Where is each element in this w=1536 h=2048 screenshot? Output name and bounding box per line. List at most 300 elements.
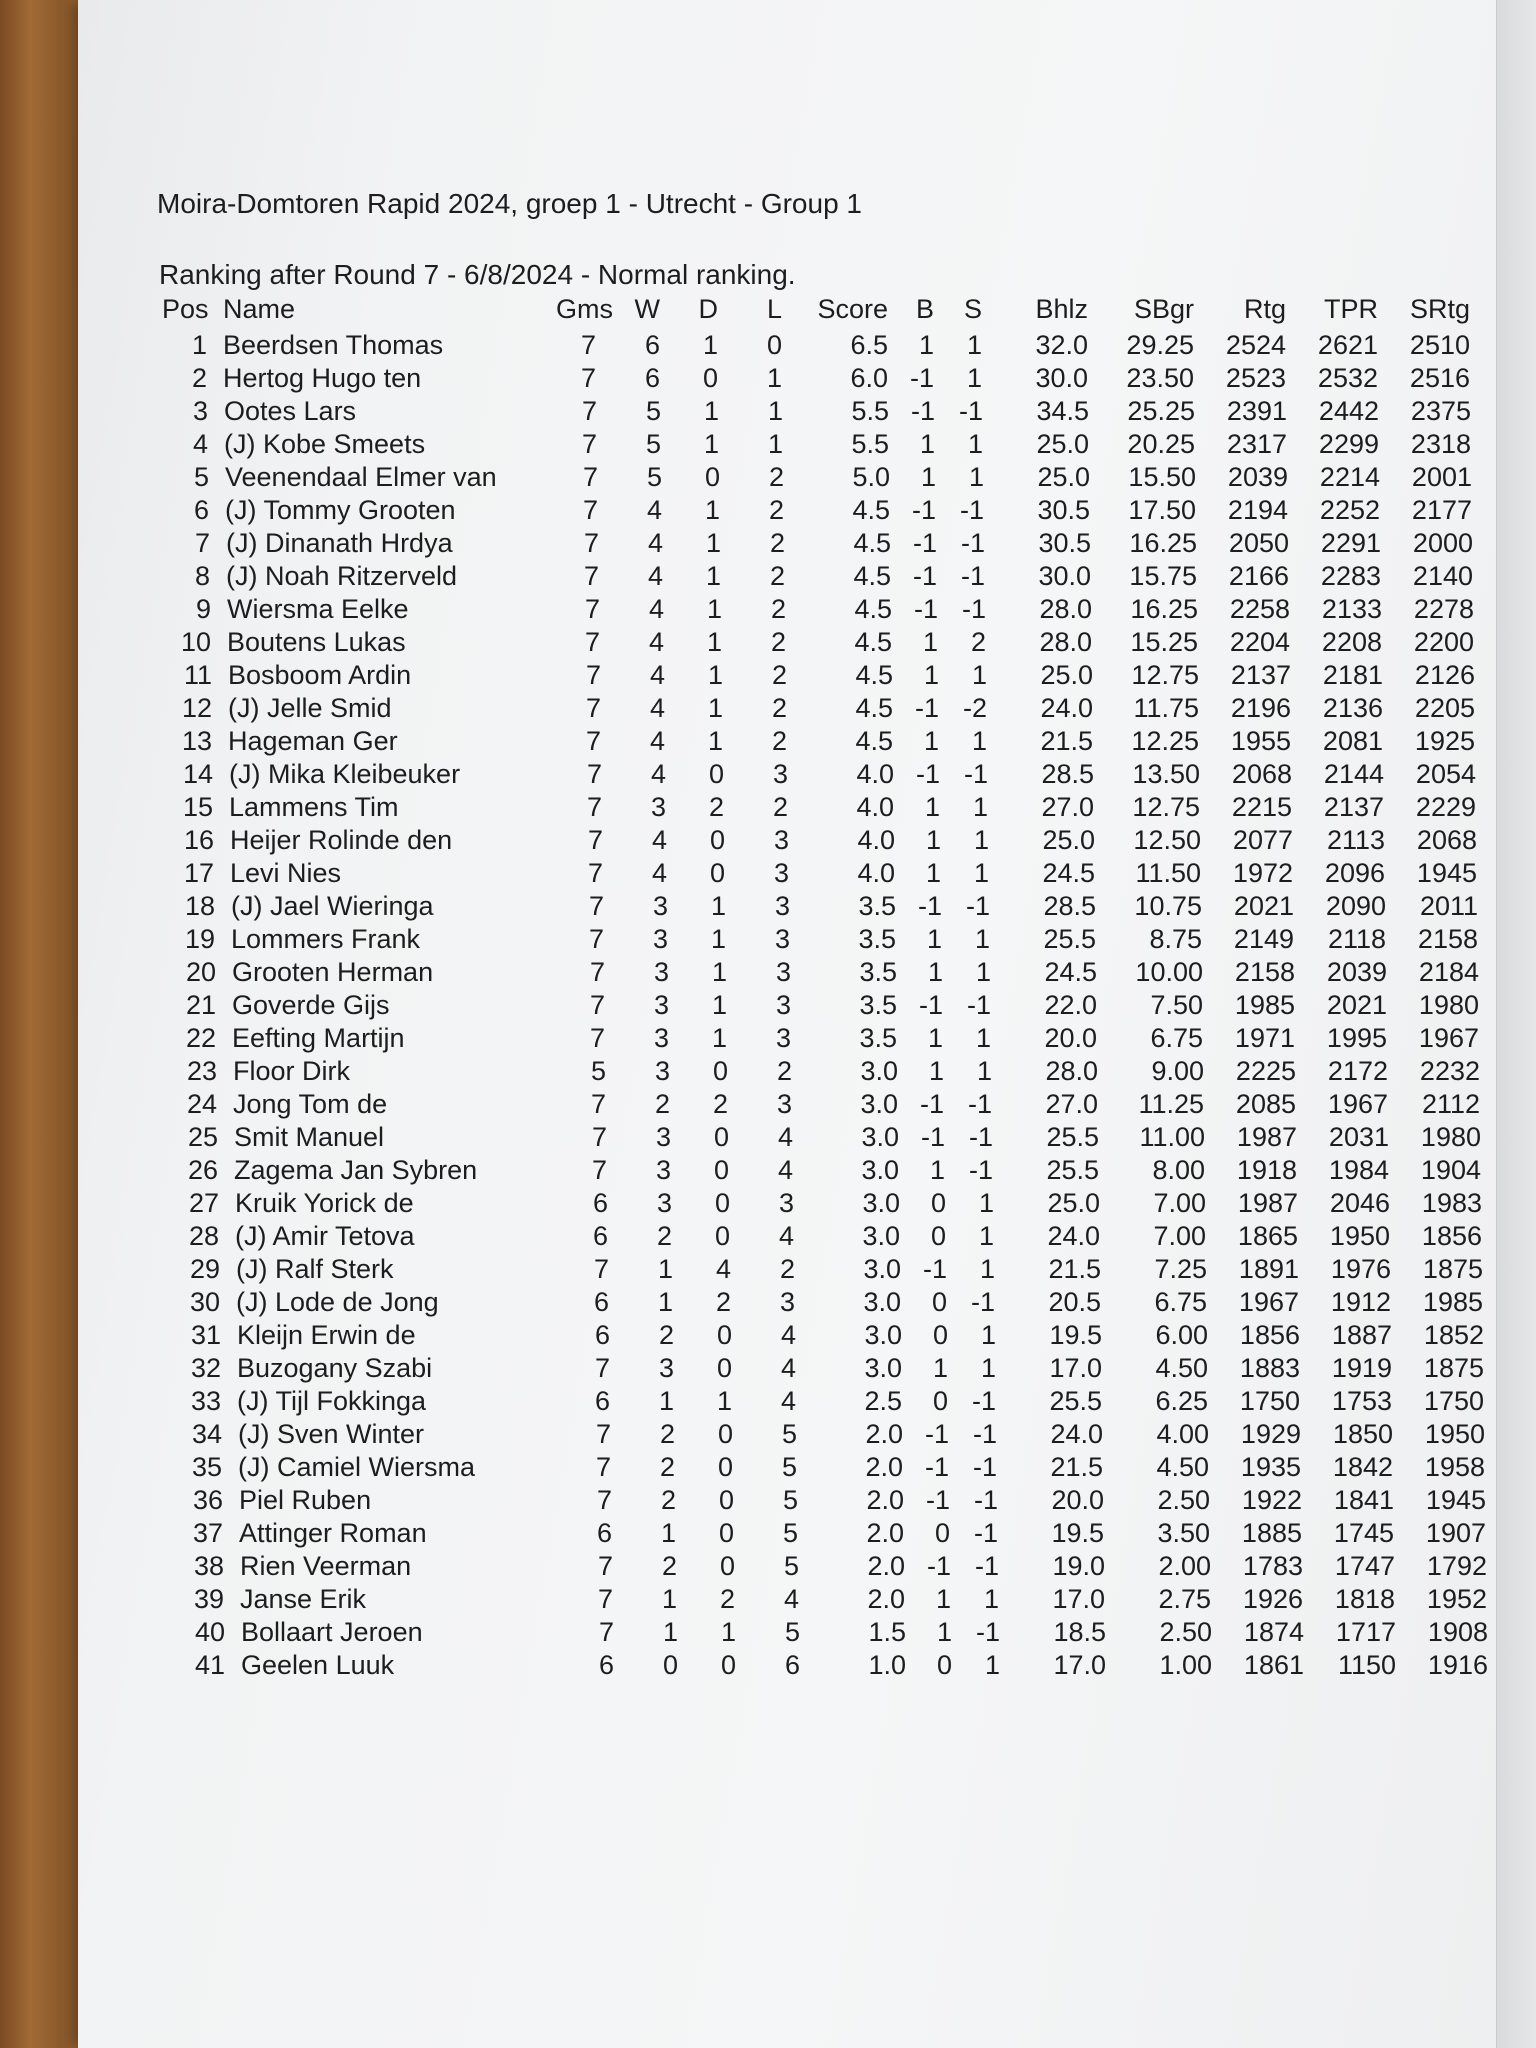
- cell-sbgr: 12.25: [1131, 726, 1199, 756]
- cell-s: 1: [974, 924, 990, 954]
- cell-name: Lommers Frank: [231, 924, 421, 954]
- cell-l: 4: [777, 1122, 793, 1152]
- cell-name: Boutens Lukas: [227, 627, 406, 657]
- cell-score: 4.0: [856, 759, 894, 789]
- cell-srtg: 1925: [1414, 726, 1475, 756]
- cell-bhlz: 25.5: [1049, 1386, 1102, 1416]
- cell-bhlz: 28.0: [1045, 1056, 1098, 1086]
- header-srtg: SRtg: [1409, 294, 1470, 324]
- cell-pos: 17: [183, 858, 214, 888]
- cell-name: Piel Ruben: [239, 1485, 372, 1515]
- cell-l: 3: [775, 957, 791, 987]
- cell-l: 1: [766, 363, 782, 393]
- cell-w: 4: [648, 594, 664, 624]
- cell-pos: 15: [182, 792, 213, 822]
- cell-sbgr: 4.00: [1156, 1419, 1209, 1449]
- cell-d: 0: [718, 1485, 734, 1515]
- cell-s: -1: [973, 1518, 998, 1548]
- cell-tpr: 2090: [1325, 891, 1386, 921]
- header-l: L: [766, 294, 782, 324]
- cell-tpr: 1912: [1330, 1287, 1391, 1317]
- cell-d: 2: [712, 1089, 728, 1119]
- cell-name: Hageman Ger: [228, 726, 398, 756]
- cell-sbgr: 11.00: [1139, 1122, 1205, 1152]
- cell-pos: 22: [185, 1023, 216, 1053]
- cell-l: 5: [784, 1617, 800, 1647]
- cell-s: 1: [980, 1320, 996, 1350]
- cell-l: 2: [776, 1056, 792, 1086]
- cell-tpr: 1150: [1337, 1650, 1396, 1680]
- cell-sbgr: 11.50: [1135, 858, 1201, 888]
- table-row: [0, 1319, 1536, 1352]
- table-row: [0, 560, 1536, 593]
- cell-bhlz: 20.0: [1044, 1023, 1097, 1053]
- table-row: [0, 1517, 1536, 1550]
- table-row: [0, 758, 1536, 791]
- cell-l: 3: [779, 1287, 795, 1317]
- cell-srtg: 2184: [1418, 957, 1479, 987]
- cell-d: 1: [707, 726, 723, 756]
- table-row: [0, 1550, 1536, 1583]
- cell-name: Wiersma Eelke: [227, 594, 409, 624]
- cell-rtg: 2021: [1233, 891, 1294, 921]
- table-row: [0, 329, 1536, 362]
- table-row: [0, 1583, 1536, 1616]
- cell-srtg: 1983: [1421, 1188, 1482, 1218]
- cell-rtg: 2225: [1235, 1056, 1296, 1086]
- table-row: [0, 1088, 1536, 1121]
- cell-sbgr: 4.50: [1155, 1353, 1208, 1383]
- cell-name: (J) Tommy Grooten: [225, 495, 456, 525]
- header-bhlz: Bhlz: [1035, 294, 1088, 324]
- cell-s: -1: [973, 1485, 998, 1515]
- header-gms: Gms: [556, 294, 613, 324]
- cell-b: 1: [925, 825, 941, 855]
- table-row: [0, 1352, 1536, 1385]
- cell-pos: 6: [193, 495, 209, 525]
- cell-s: 1: [967, 429, 983, 459]
- table-row: [0, 1187, 1536, 1220]
- cell-score: 1.5: [868, 1617, 906, 1647]
- cell-gms: 7: [584, 627, 600, 657]
- cell-l: 3: [775, 990, 791, 1020]
- cell-s: -1: [968, 1122, 993, 1152]
- cell-score: 3.5: [859, 990, 897, 1020]
- cell-tpr: 2252: [1319, 495, 1380, 525]
- cell-bhlz: 30.0: [1038, 561, 1091, 591]
- cell-l: 3: [773, 825, 789, 855]
- cell-s: -1: [972, 1419, 997, 1449]
- cell-gms: 7: [589, 1023, 605, 1053]
- cell-bhlz: 21.5: [1050, 1452, 1103, 1482]
- table-row: [0, 593, 1536, 626]
- cell-s: 2: [970, 627, 986, 657]
- header-b: B: [915, 294, 934, 324]
- cell-score: 2.0: [865, 1452, 903, 1482]
- cell-gms: 7: [581, 396, 597, 426]
- cell-name: (J) Noah Ritzerveld: [226, 561, 458, 591]
- cell-rtg: 2215: [1231, 792, 1292, 822]
- cell-score: 4.5: [855, 660, 893, 690]
- cell-gms: 7: [588, 924, 604, 954]
- cell-gms: 7: [593, 1254, 609, 1284]
- cell-b: 0: [931, 1287, 947, 1317]
- cell-tpr: 1753: [1331, 1386, 1392, 1416]
- header-rtg: Rtg: [1243, 294, 1286, 324]
- cell-gms: 7: [588, 891, 604, 921]
- cell-rtg: 2391: [1226, 396, 1287, 426]
- cell-rtg: 2050: [1228, 528, 1289, 558]
- cell-s: 1: [966, 363, 982, 393]
- cell-pos: 2: [191, 363, 207, 393]
- cell-w: 4: [647, 528, 663, 558]
- cell-bhlz: 28.5: [1041, 759, 1094, 789]
- table-row: [0, 890, 1536, 923]
- cell-b: -1: [918, 990, 943, 1020]
- cell-score: 3.0: [864, 1320, 902, 1350]
- cell-d: 0: [716, 1320, 732, 1350]
- cell-score: 4.5: [855, 726, 893, 756]
- cell-l: 1: [767, 429, 783, 459]
- cell-w: 5: [646, 462, 662, 492]
- cell-d: 0: [717, 1452, 733, 1482]
- cell-rtg: 1856: [1239, 1320, 1300, 1350]
- cell-s: 1: [983, 1584, 999, 1614]
- cell-srtg: 1980: [1418, 990, 1479, 1020]
- cell-name: Janse Erik: [240, 1584, 367, 1614]
- cell-gms: 7: [595, 1419, 611, 1449]
- cell-pos: 24: [186, 1089, 217, 1119]
- cell-gms: 7: [589, 957, 605, 987]
- header-tpr: TPR: [1324, 294, 1378, 324]
- cell-sbgr: 7.50: [1150, 990, 1203, 1020]
- cell-b: 0: [934, 1518, 950, 1548]
- cell-srtg: 2516: [1409, 363, 1470, 393]
- cell-name: (J) Sven Winter: [238, 1419, 425, 1449]
- header-sbgr: SBgr: [1133, 294, 1194, 324]
- cell-srtg: 2278: [1413, 594, 1474, 624]
- cell-d: 0: [704, 462, 720, 492]
- cell-w: 4: [648, 627, 664, 657]
- cell-pos: 20: [185, 957, 216, 987]
- cell-score: 4.5: [852, 495, 890, 525]
- cell-b: 1: [923, 660, 939, 690]
- cell-gms: 7: [597, 1584, 613, 1614]
- cell-b: 1: [924, 792, 940, 822]
- cell-score: 6.0: [850, 363, 888, 393]
- cell-b: 1: [927, 957, 943, 987]
- cell-b: 1: [923, 726, 939, 756]
- cell-pos: 36: [192, 1485, 223, 1515]
- table-row: [0, 1286, 1536, 1319]
- cell-w: 2: [659, 1452, 675, 1482]
- cell-sbgr: 2.50: [1157, 1485, 1210, 1515]
- cell-name: Bosboom Ardin: [228, 660, 412, 690]
- cell-name: Buzogany Szabi: [237, 1353, 433, 1383]
- cell-bhlz: 20.0: [1051, 1485, 1104, 1515]
- cell-s: 1: [972, 792, 988, 822]
- cell-b: -1: [913, 594, 938, 624]
- cell-d: 0: [712, 1056, 728, 1086]
- cell-name: Grooten Herman: [232, 957, 434, 987]
- cell-srtg: 1907: [1425, 1518, 1486, 1548]
- cell-rtg: 1971: [1234, 1023, 1295, 1053]
- cell-name: Hertog Hugo ten: [223, 363, 422, 393]
- cell-b: 1: [929, 1155, 945, 1185]
- cell-gms: 6: [598, 1650, 614, 1680]
- cell-s: 1: [971, 660, 987, 690]
- cell-bhlz: 32.0: [1035, 330, 1088, 360]
- cell-w: 2: [658, 1320, 674, 1350]
- cell-score: 3.5: [858, 924, 896, 954]
- cell-score: 6.5: [850, 330, 888, 360]
- cell-tpr: 1967: [1327, 1089, 1388, 1119]
- cell-sbgr: 3.50: [1157, 1518, 1210, 1548]
- cell-rtg: 2085: [1235, 1089, 1296, 1119]
- cell-w: 4: [649, 660, 665, 690]
- cell-pos: 40: [194, 1617, 225, 1647]
- cell-srtg: 1945: [1425, 1485, 1486, 1515]
- cell-b: 0: [932, 1320, 948, 1350]
- cell-pos: 7: [194, 528, 210, 558]
- cell-name: (J) Ralf Sterk: [236, 1254, 394, 1284]
- cell-w: 3: [652, 924, 668, 954]
- cell-b: 1: [919, 429, 935, 459]
- cell-s: 1: [975, 1023, 991, 1053]
- cell-score: 4.0: [856, 792, 894, 822]
- cell-pos: 29: [189, 1254, 220, 1284]
- cell-b: -1: [912, 561, 937, 591]
- cell-s: -1: [972, 1452, 997, 1482]
- cell-score: 5.5: [851, 429, 889, 459]
- cell-score: 3.0: [863, 1287, 901, 1317]
- cell-pos: 11: [183, 660, 212, 690]
- cell-srtg: 2140: [1412, 561, 1473, 591]
- cell-d: 1: [704, 495, 720, 525]
- cell-score: 3.0: [862, 1221, 900, 1251]
- cell-s: -1: [974, 1551, 999, 1581]
- cell-score: 4.0: [857, 858, 895, 888]
- cell-pos: 21: [185, 990, 216, 1020]
- cell-bhlz: 17.0: [1049, 1353, 1102, 1383]
- cell-d: 0: [716, 1353, 732, 1383]
- cell-l: 3: [774, 924, 790, 954]
- cell-sbgr: 2.00: [1158, 1551, 1211, 1581]
- cell-sbgr: 16.25: [1130, 594, 1198, 624]
- cell-d: 0: [714, 1188, 730, 1218]
- cell-d: 0: [713, 1122, 729, 1152]
- cell-bhlz: 25.5: [1046, 1122, 1099, 1152]
- cell-srtg: 2054: [1415, 759, 1476, 789]
- cell-d: 0: [714, 1221, 730, 1251]
- cell-s: -1: [966, 990, 991, 1020]
- cell-sbgr: 7.25: [1154, 1254, 1207, 1284]
- cell-w: 3: [655, 1155, 671, 1185]
- cell-score: 2.5: [864, 1386, 902, 1416]
- cell-srtg: 2177: [1411, 495, 1472, 525]
- cell-tpr: 2113: [1326, 825, 1385, 855]
- cell-score: 4.5: [853, 528, 891, 558]
- cell-gms: 7: [587, 825, 603, 855]
- cell-b: 1: [926, 924, 942, 954]
- cell-tpr: 1887: [1331, 1320, 1392, 1350]
- cell-score: 2.0: [866, 1485, 904, 1515]
- cell-s: -1: [975, 1617, 1000, 1647]
- cell-rtg: 1783: [1242, 1551, 1303, 1581]
- header-score: Score: [817, 294, 888, 324]
- cell-rtg: 2166: [1228, 561, 1289, 591]
- cell-srtg: 2000: [1412, 528, 1473, 558]
- cell-rtg: 2068: [1231, 759, 1292, 789]
- cell-name: Floor Dirk: [233, 1056, 351, 1086]
- cell-rtg: 2194: [1227, 495, 1288, 525]
- cell-rtg: 2158: [1234, 957, 1295, 987]
- cell-tpr: 2096: [1324, 858, 1385, 888]
- cell-tpr: 2172: [1327, 1056, 1388, 1086]
- cell-rtg: 2258: [1229, 594, 1290, 624]
- cell-tpr: 2021: [1326, 990, 1387, 1020]
- cell-s: -1: [959, 495, 984, 525]
- cell-gms: 7: [586, 759, 602, 789]
- cell-tpr: 1818: [1334, 1584, 1395, 1614]
- cell-sbgr: 6.00: [1155, 1320, 1208, 1350]
- cell-sbgr: 8.00: [1152, 1155, 1205, 1185]
- cell-bhlz: 25.5: [1046, 1155, 1099, 1185]
- cell-pos: 9: [195, 594, 211, 624]
- cell-sbgr: 2.50: [1159, 1617, 1212, 1647]
- cell-sbgr: 16.25: [1129, 528, 1197, 558]
- table-row: [0, 1451, 1536, 1484]
- table-row: [0, 1484, 1536, 1517]
- cell-bhlz: 19.0: [1052, 1551, 1105, 1581]
- cell-w: 3: [653, 957, 669, 987]
- cell-d: 1: [703, 396, 719, 426]
- cell-name: (J) Tijl Fokkinga: [237, 1386, 427, 1416]
- cell-score: 4.0: [857, 825, 895, 855]
- cell-w: 3: [654, 1056, 670, 1086]
- cell-pos: 14: [182, 759, 213, 789]
- header-s: S: [963, 294, 982, 324]
- cell-rtg: 1929: [1240, 1419, 1301, 1449]
- cell-d: 1: [707, 660, 723, 690]
- cell-name: Ootes Lars: [224, 396, 357, 426]
- cell-bhlz: 25.5: [1043, 924, 1096, 954]
- table-row: [0, 461, 1536, 494]
- cell-rtg: 2204: [1229, 627, 1290, 657]
- cell-pos: 16: [183, 825, 214, 855]
- cell-s: -1: [960, 561, 985, 591]
- cell-s: -1: [970, 1287, 995, 1317]
- cell-tpr: 2283: [1320, 561, 1381, 591]
- cell-name: (J) Amir Tetova: [235, 1221, 415, 1251]
- cell-d: 1: [706, 594, 722, 624]
- cell-srtg: 2229: [1415, 792, 1476, 822]
- cell-b: 1: [935, 1584, 951, 1614]
- table-row: [0, 824, 1536, 857]
- table-row: [0, 989, 1536, 1022]
- table-row: [0, 527, 1536, 560]
- cell-bhlz: 21.5: [1040, 726, 1093, 756]
- cell-srtg: 1958: [1424, 1452, 1485, 1482]
- cell-b: 1: [918, 330, 934, 360]
- cell-d: 0: [719, 1551, 735, 1581]
- cell-name: (J) Mika Kleibeuker: [229, 759, 461, 789]
- cell-gms: 7: [591, 1155, 607, 1185]
- cell-w: 4: [651, 858, 667, 888]
- cell-d: 0: [713, 1155, 729, 1185]
- cell-b: 0: [932, 1386, 948, 1416]
- cell-sbgr: 13.50: [1132, 759, 1200, 789]
- cell-bhlz: 30.0: [1035, 363, 1088, 393]
- cell-gms: 7: [597, 1551, 613, 1581]
- cell-bhlz: 24.5: [1042, 858, 1095, 888]
- cell-sbgr: 4.50: [1156, 1452, 1209, 1482]
- cell-sbgr: 15.25: [1130, 627, 1198, 657]
- cell-pos: 25: [187, 1122, 218, 1152]
- cell-sbgr: 6.75: [1154, 1287, 1207, 1317]
- cell-bhlz: 24.0: [1050, 1419, 1103, 1449]
- cell-bhlz: 25.0: [1037, 462, 1090, 492]
- cell-s: 1: [968, 462, 984, 492]
- cell-srtg: 2126: [1414, 660, 1475, 690]
- cell-bhlz: 25.0: [1036, 429, 1089, 459]
- cell-d: 1: [706, 627, 722, 657]
- cell-tpr: 1984: [1328, 1155, 1389, 1185]
- cell-d: 1: [705, 561, 721, 591]
- cell-gms: 7: [582, 462, 598, 492]
- cell-score: 3.0: [864, 1353, 902, 1383]
- cell-bhlz: 18.5: [1053, 1617, 1106, 1647]
- cell-gms: 6: [594, 1386, 610, 1416]
- cell-srtg: 1967: [1418, 1023, 1479, 1053]
- cell-s: -2: [962, 693, 987, 723]
- cell-name: Eefting Martijn: [232, 1023, 405, 1053]
- cell-rtg: 2524: [1225, 330, 1286, 360]
- cell-srtg: 2011: [1419, 891, 1478, 921]
- cell-pos: 12: [181, 693, 212, 723]
- cell-name: (J) Dinanath Hrdya: [226, 528, 453, 558]
- cell-pos: 28: [188, 1221, 219, 1251]
- table-row: [0, 1616, 1536, 1649]
- cell-l: 4: [780, 1320, 796, 1350]
- cell-b: -1: [924, 1452, 949, 1482]
- cell-srtg: 1792: [1426, 1551, 1487, 1581]
- cell-s: 1: [966, 330, 982, 360]
- cell-b: -1: [914, 693, 939, 723]
- cell-rtg: 2137: [1230, 660, 1291, 690]
- cell-pos: 32: [190, 1353, 221, 1383]
- cell-s: 1: [978, 1221, 994, 1251]
- cell-sbgr: 6.25: [1155, 1386, 1208, 1416]
- cell-score: 3.0: [860, 1089, 898, 1119]
- cell-d: 2: [719, 1584, 735, 1614]
- cell-rtg: 1972: [1232, 858, 1293, 888]
- cell-name: Goverde Gijs: [232, 990, 390, 1020]
- cell-pos: 41: [194, 1650, 225, 1680]
- cell-gms: 7: [594, 1353, 610, 1383]
- cell-score: 3.0: [861, 1122, 899, 1152]
- cell-w: 3: [658, 1353, 674, 1383]
- cell-w: 2: [654, 1089, 670, 1119]
- cell-pos: 23: [186, 1056, 217, 1086]
- cell-rtg: 2077: [1232, 825, 1293, 855]
- cell-rtg: 1918: [1236, 1155, 1297, 1185]
- table-row: [0, 494, 1536, 527]
- cell-l: 3: [776, 1089, 792, 1119]
- cell-sbgr: 20.25: [1127, 429, 1195, 459]
- cell-gms: 6: [596, 1518, 612, 1548]
- cell-srtg: 1985: [1422, 1287, 1483, 1317]
